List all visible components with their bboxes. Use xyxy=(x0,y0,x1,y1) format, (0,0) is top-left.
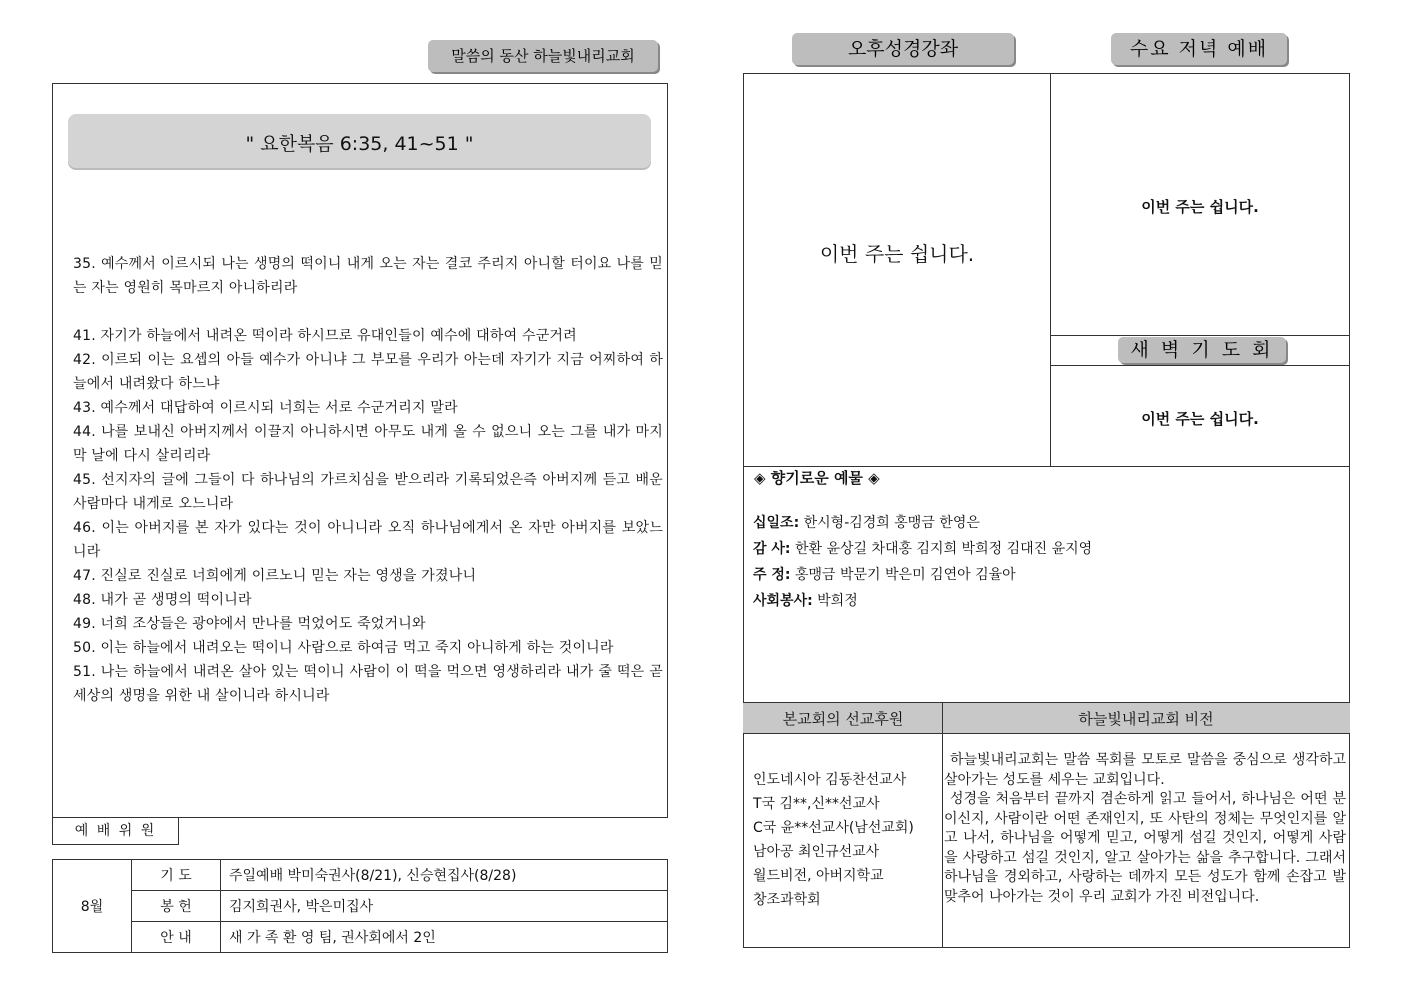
list-item: 창조과학회 xyxy=(753,892,821,908)
verse-41: 41. 자기가 하늘에서 내려온 떡이라 하시므로 유대인들이 예수에 대하여 수군거려 xyxy=(73,328,577,344)
duty-table xyxy=(52,859,668,953)
verse-45: 45. 선지자의 글에 그들이 다 하나님의 가르치심을 받으리라 기록되었은즉 아버지께 듣고 배운 사람마다 내게로 오느니라 xyxy=(73,472,663,512)
scripture-title: " 요한복음 6:35, 41~51 " xyxy=(68,114,651,168)
list-item: 인도네시아 김동찬선교사 xyxy=(753,772,907,788)
afternoon-status: 이번 주는 쉽니다. xyxy=(819,242,975,266)
scripture-verses xyxy=(73,252,663,708)
church-badge: 말씀의 동산 하늘빛내리교회 xyxy=(428,40,658,72)
duty-role: 봉 헌 xyxy=(132,891,221,922)
duty-row xyxy=(53,891,668,922)
list-item: C국 윤**선교사(남선교회) xyxy=(753,820,914,836)
mission-header: 본교회의 선교후원 xyxy=(782,710,904,728)
offering-row: 주 정: 홍맹금 박문기 박은미 김연아 김율아 xyxy=(753,567,1016,583)
list-item: 월드비전, 아버지학교 xyxy=(753,868,884,884)
verse-51: 51. 나는 하늘에서 내려온 살아 있는 떡이니 사람이 이 떡을 먹으면 영생하리라 내가 줄 떡은 곧 세상의 생명을 위한 내 살이니라 하시니라 xyxy=(73,664,663,704)
divider xyxy=(1050,365,1350,366)
duty-row xyxy=(53,860,668,891)
verse-46: 46. 이는 아버지를 본 자가 있다는 것이 아니니라 오직 하나님에게서 온 자만 아버지를 보았느니라 xyxy=(73,520,663,560)
verse-44: 44. 나를 보내신 아버지께서 이끌지 아니하시면 아무도 내게 올 수 없으니 오는 그를 내가 마지막 날에 다시 살리리라 xyxy=(73,424,663,464)
mission-list xyxy=(753,768,939,912)
offering-row: 십일조: 한시형-김경희 홍맹금 한영은 xyxy=(753,515,980,531)
verse-35: 35. 예수께서 이르시되 나는 생명의 떡이니 내게 오는 자는 결코 주리지 아니할 터이요 나를 믿는 자는 영원히 목마르지 아니하리라 xyxy=(73,256,663,296)
dawn-title: 새 벽 기 도 회 xyxy=(1118,337,1286,363)
vision-text xyxy=(944,751,1346,907)
verse-49: 49. 너희 조상들은 광야에서 만나를 먹었어도 죽었거니와 xyxy=(73,616,426,632)
committee-label: 예 배 위 원 xyxy=(52,817,179,845)
verse-42: 42. 이르되 이는 요셉의 아들 예수가 아니냐 그 부모를 우리가 아는데 자기가 지금 어찌하여 하늘에서 내려왔다 하느냐 xyxy=(73,352,663,392)
verse-50: 50. 이는 하늘에서 내려오는 떡이니 사람으로 하여금 먹고 죽지 아니하게 하는 것이니라 xyxy=(73,640,614,656)
duty-role: 기 도 xyxy=(132,860,221,891)
vision-paragraph: 성경을 처음부터 끝까지 겸손하게 읽고 들어서, 하나님은 어떤 분이신지, 사람이란 어떤 존재인지, 또 사탄의 정체는 무엇인지를 알고 나서, 하나님을 어떻게 믿고, 어떻게 섬길 것인지, 어떻게 사람을 사랑하고 섬길 것인지, 알고 살아가는 삶을 추구합니다. 그래서 하나님을 경외하고, 사랑하는 데까지 모든 성도가 함께 손잡고 발 맞추어 나아가는 것이 우리 교회가 가진 비전입니다. xyxy=(944,791,1346,905)
vision-header: 하늘빛내리교회 비전 xyxy=(1078,710,1214,728)
offering-row: 사회봉사: 박희정 xyxy=(753,593,858,609)
verse-47: 47. 진실로 진실로 너희에게 이르노니 믿는 자는 영생을 가졌나니 xyxy=(73,568,477,584)
dawn-status: 이번 주는 쉽니다. xyxy=(1141,410,1259,428)
vision-paragraph: 하늘빛내리교회는 말씀 목회를 모토로 말씀을 중심으로 생각하고 살아가는 성도를 세우는 교회입니다. xyxy=(944,752,1346,788)
divider xyxy=(1050,335,1350,336)
duty-detail: 주일예배 박미숙권사(8/21), 신승현집사(8/28) xyxy=(221,860,668,891)
duty-detail: 새 가 족 환 영 팀, 권사회에서 2인 xyxy=(221,922,668,953)
wednesday-status: 이번 주는 쉽니다. xyxy=(1141,198,1259,216)
duty-month: 8월 xyxy=(53,860,132,953)
offering-row: 감 사: 한환 윤상길 차대홍 김지희 박희정 김대진 윤지영 xyxy=(753,541,1093,557)
verse-43: 43. 예수께서 대답하여 이르시되 너희는 서로 수군거리지 말라 xyxy=(73,400,458,416)
duty-role: 안 내 xyxy=(132,922,221,953)
offering-title: ◈ 향기로운 예물 ◈ xyxy=(754,469,880,487)
wednesday-title: 수요 저녁 예배 xyxy=(1111,33,1287,65)
divider xyxy=(942,702,943,948)
duty-row xyxy=(53,922,668,953)
offering-list xyxy=(753,510,1092,614)
list-item: 남아공 최인규선교사 xyxy=(753,844,880,860)
verse-48: 48. 내가 곧 생명의 떡이니라 xyxy=(73,592,252,608)
afternoon-title: 오후성경강좌 xyxy=(792,33,1014,65)
duty-detail: 김지희권사, 박은미집사 xyxy=(221,891,668,922)
list-item: T국 김**,신**선교사 xyxy=(753,796,880,812)
